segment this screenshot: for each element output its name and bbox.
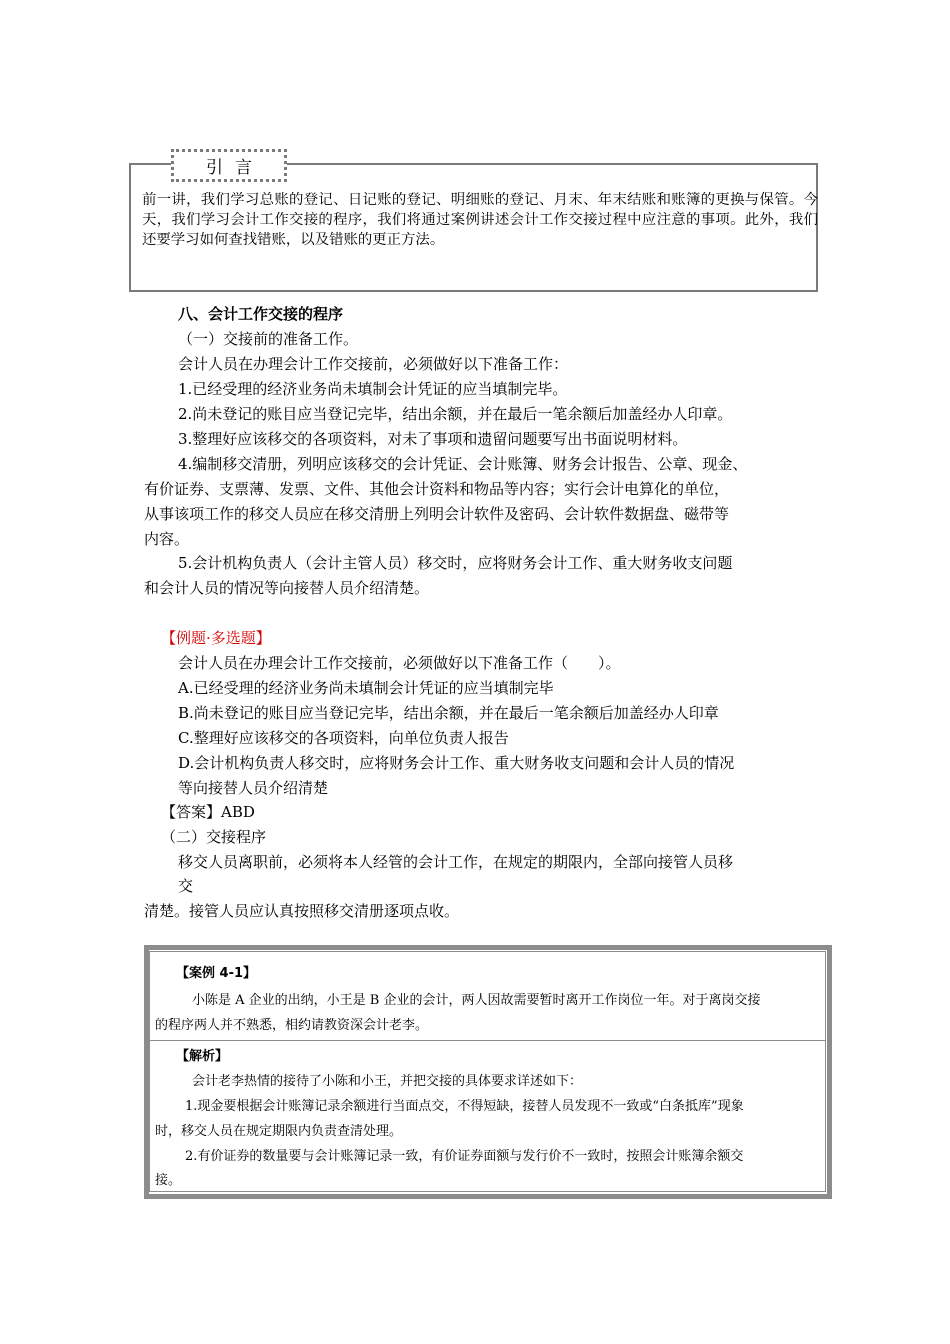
analysis-intro: 会计老李热情的接待了小陈和小王，并把交接的具体要求详述如下：	[192, 1074, 583, 1089]
case-divider	[149, 1040, 826, 1041]
list-item-4-line-4: 内容。	[144, 530, 190, 548]
list-item-2: 2.尚未登记的账目应当登记完毕，结出余额，并在最后一笔余额后加盖经办人印章。	[178, 405, 733, 423]
option-d-line-2: 等向接替人员介绍清楚	[178, 779, 329, 797]
analysis-item-2-line-1: 2.有价证券的数量要与会计账簿记录一致，有价证券面额与发行价不一致时，按照会计账簿余额交	[185, 1149, 744, 1164]
intro-text: 前一讲，我们学习总账的登记、日记账的登记、明细账的登记、月末、年末结账和账簿的更换与保管。今天，我们学习会计工作交接的程序，我们将通过案例讲述会计工作交接过程中应注意的事项。此外，我们还要学习如何查找错账，以及错账的更正方法。	[142, 192, 818, 248]
analysis-item-1-line-1: 1.现金要根据会计账簿记录余额进行当面点交，不得短缺，接替人员发现不一致或“白条抵库”现象	[185, 1099, 744, 1114]
list-item-5-line-1: 5.会计机构负责人（会计主管人员）移交时，应将财务会计工作、重大财务收支问题	[178, 554, 733, 572]
example-question: 会计人员在办理会计工作交接前，必须做好以下准备工作（ ）。	[178, 654, 621, 672]
paragraph-line-2: 交	[178, 877, 194, 895]
paragraph-line-1: 移交人员离职前，必须将本人经管的会计工作，在规定的期限内，全部向接管人员移	[178, 853, 734, 871]
list-item-4-line-1: 4.编制移交清册，列明应该移交的会计凭证、会计账簿、财务会计报告、公章、现金、	[178, 455, 748, 473]
paragraph: 会计人员在办理会计工作交接前，必须做好以下准备工作：	[178, 355, 569, 373]
list-item-4-line-2: 有价证券、支票薄、发票、文件、其他会计资料和物品等内容；实行会计电算化的单位，	[144, 480, 730, 498]
option-c: C.整理好应该移交的各项资料，向单位负责人报告	[178, 729, 509, 747]
analysis-item-1-line-2: 时，移交人员在规定期限内负责查清处理。	[155, 1124, 403, 1139]
subsection-1: （一）交接前的准备工作。	[178, 330, 359, 348]
option-d-line-1: D.会计机构负责人移交时，应将财务会计工作、重大财务收支问题和会计人员的情况	[178, 754, 735, 772]
section-heading: 八、会计工作交接的程序	[178, 305, 344, 323]
analysis-title: 【解析】	[176, 1049, 229, 1064]
example-title: 【例题·多选题】	[161, 629, 271, 647]
list-item-5-line-2: 和会计人员的情况等向接替人员介绍清楚。	[144, 579, 430, 597]
list-item-3: 3.整理好应该移交的各项资料，对未了事项和遗留问题要写出书面说明材料。	[178, 430, 688, 448]
option-a: A.已经受理的经济业务尚未填制会计凭证的应当填制完毕	[178, 679, 554, 697]
option-b: B.尚未登记的账目应当登记完毕，结出余额，并在最后一笔余额后加盖经办人印章	[178, 704, 719, 722]
list-item-4-line-3: 从事该项工作的移交人员应在移交清册上列明会计软件及密码、会计软件数据盘、磁带等	[144, 505, 730, 523]
answer: 【答案】ABD	[161, 803, 255, 821]
case-text-line-2: 的程序两人并不熟悉，相约请教资深会计老李。	[155, 1018, 429, 1033]
case-text-line-1: 小陈是 A 企业的出纳，小王是 B 企业的会计，两人因故需要暂时离开工作岗位一年。对于离岗交接	[192, 993, 761, 1008]
analysis-item-2-line-2: 接。	[155, 1173, 182, 1188]
list-item-1: 1.已经受理的经济业务尚未填制会计凭证的应当填制完毕。	[178, 380, 568, 398]
case-title: 【案例 4-1】	[176, 966, 257, 981]
intro-tag: 引言	[171, 149, 287, 182]
subsection-2: （二）交接程序	[161, 828, 267, 846]
paragraph-line-3: 清楚。接管人员应认真按照移交清册逐项点收。	[144, 902, 460, 920]
